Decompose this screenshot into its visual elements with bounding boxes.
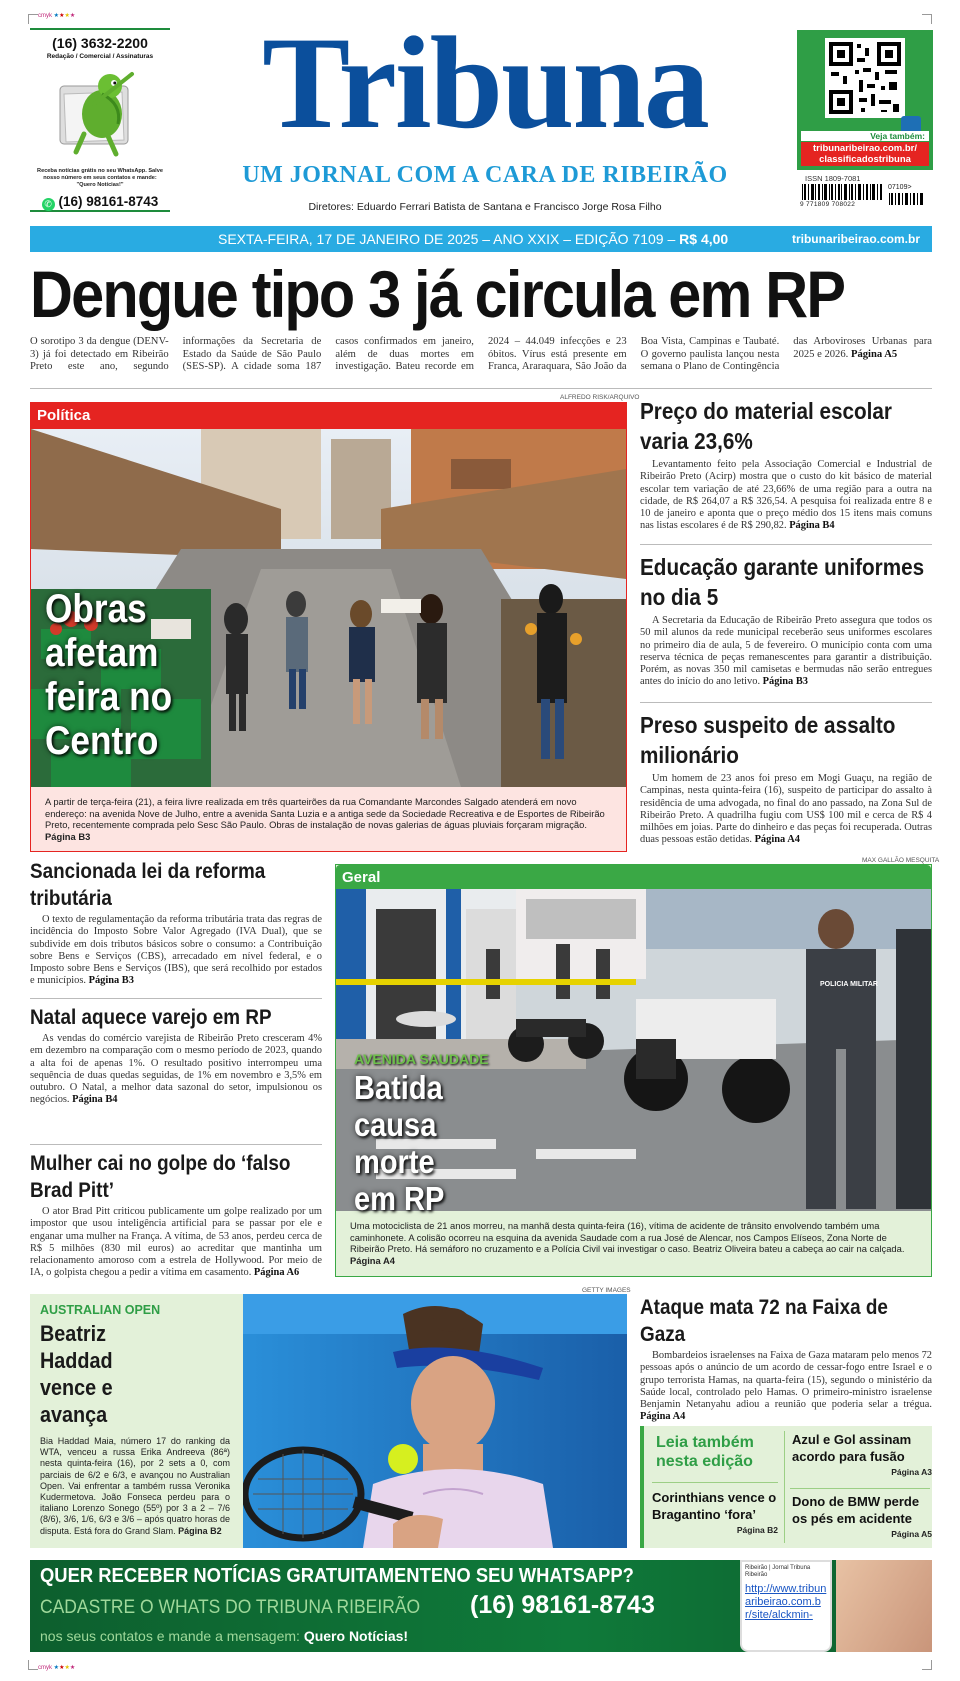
divider: [640, 544, 932, 545]
story-material-escolar: [640, 396, 932, 533]
story-body-text: As vendas do comércio varejista de Ribeirão Preto cresceram 4% em dezembro na comparação com o mesmo período de 2023, quando a alta foi de apenas 1%. O resultado positivo interrompeu uma sequência de duas quedas seguidas, de 1% em novembro e 3,5% em outubro. O Natal, a melhor data sazonal do setor, impulsionou os negócios.: [30, 1033, 322, 1106]
politica-title-line: feira no: [45, 675, 173, 719]
politica-block: [30, 402, 627, 852]
barcode-number: 9 771809 708022: [800, 201, 856, 208]
leia-tambem-title: Leia também nesta edição: [656, 1434, 754, 1470]
crop-mark: [28, 1660, 38, 1670]
story-gaza: [640, 1294, 932, 1424]
story-body-text: Bombardeios israelenses na Faixa de Gaza mataram pelo menos 72 pessoas após o anúncio de um acordo de cessar-fogo entre Israel e o grupo terrorista Hamas, na quarta-feira (15), segundo o ministério da Saúde local, controlado pelo Hamas. O primeiro-ministro israelense Benjamin Netanyahu adiou a reunião que poderia selar a trégua.: [640, 1350, 932, 1411]
registration-mark-top: cmyk ★★★★: [38, 13, 76, 19]
story-body: [30, 914, 322, 988]
mascot-illustration: [52, 64, 148, 160]
geral-section-tag: Geral: [336, 865, 931, 889]
see-also-label: Veja também:: [801, 131, 929, 141]
crop-mark: [922, 14, 932, 24]
geral-photo-title: [354, 1069, 444, 1217]
edition-date: SEXTA-FEIRA, 17 DE JANEIRO DE 2025 – ANO XXIX – EDIÇÃO 7109 –: [218, 231, 676, 247]
leia-tambem-box: [640, 1426, 932, 1548]
crop-mark: [922, 1660, 932, 1670]
phone-mockup: [740, 1560, 832, 1652]
whatsapp-line: [30, 194, 170, 211]
divider: [640, 702, 932, 703]
leia-item[interactable]: [792, 1493, 932, 1539]
registration-mark-bottom: cmyk ★★★★: [38, 1665, 76, 1671]
story-page-ref: Página A4: [754, 834, 800, 846]
sports-body-text: Bia Haddad Maia, número 17 do ranking da WTA, venceu a russa Erika Andreeva (86ª) nesta quinta-feira (16), por 2 sets a 0, com parciais de 6/2 e 6/3, e avançou no Australian Open. Vai enfrentar a também russa Veronika Kudermetova. João Fonseca perdeu para o italiano Lorenzo Sonego (55º) por 3 a 2 – 7/6 (8/6), 3/6, 1/6, 6/3 e 3/6 – após quatro horas de disputa. Está fora do Grand Slam.: [40, 1436, 230, 1536]
banner-line3-bold: Quero Notícias!: [303, 1628, 409, 1644]
story-body: [640, 459, 932, 533]
photo-credit: ALFREDO RISK/ARQUIVO: [560, 394, 640, 401]
leia-item-page: Página A3: [891, 1467, 932, 1477]
geral-title-line: causa: [354, 1106, 437, 1143]
police-vest-text: POLICIA MILITAR: [820, 981, 878, 988]
story-brad-pitt: [30, 1150, 322, 1280]
newspaper-title: Tribuna: [262, 9, 708, 156]
leia-item[interactable]: [792, 1431, 932, 1477]
phone-header: Ribeirão | Jornal Tribuna Ribeirão: [745, 1565, 811, 1578]
story-body-text: O texto de regulamentação da reforma tributária trata das regras de incidência do Imposto Sobre Valor Agregado (IVA Dual), que se subdivide em dois tributos básicos sobre o consumo: a Contribuição sobre Bens e Serviços (CBS), arrecadado em nível federal, e o Imposto sobre Bens e Serviços (IBS), que será recolhido por estados e municípios.: [30, 914, 322, 987]
politica-caption-text: A partir de terça-feira (21), a feira livre realizada em três quarteirões da rua Comandante Marcondes Salgado atenderá em novo endereço: na avenida Nove de Julho, entre a avenida Santa Luzia e a antiga sede da Sociedade Recreativa e de Esportes de Ribeirão Preto, recentemente comprada pelo Sesc São Paulo. Obras de instalação de novas galerias de águas pluviais forçaram migração.: [45, 796, 605, 831]
story-body: [30, 1206, 322, 1280]
story-page-ref: Página B3: [762, 676, 808, 688]
sports-kicker: AUSTRALIAN OPEN: [40, 1303, 161, 1317]
whatsapp-number: (16) 98161-8743: [58, 194, 159, 209]
story-body: [30, 1033, 322, 1107]
geral-title-line: Batida: [354, 1069, 443, 1106]
sports-block: [30, 1294, 627, 1548]
story-body: [640, 773, 932, 847]
lead-page-ref: Página A5: [850, 348, 898, 360]
divider: [30, 998, 322, 999]
sports-headline: [40, 1320, 113, 1428]
lead-body-text: O sorotipo 3 da dengue (DENV-3) já foi detectado em Ribeirão Preto este ano, segundo informações da Secretaria de Estado da Saúde de São Paulo (SES-SP). A cidade soma 187 casos confirmados em janeiro, além de duas mortes em investigação. Bateu recorde em 2024 – 44.049 infecções e 23 óbitos. Vírus está presente em Franca, Araraquara, São João da Boa Vista, Campinas e Taubaté. O governo paulista lançou nesta semana o Plano de Contingência das Arboviroses Urbanas para 2025 e 2026.: [30, 336, 932, 372]
geral-title-line: morte: [354, 1143, 435, 1180]
story-headline: Sancionada lei da reforma tributária: [30, 860, 266, 910]
slogan: UM JORNAL COM A CARA DE RIBEIRÃO: [242, 162, 728, 188]
tennis-photo: [243, 1294, 627, 1548]
contact-phone-label: Redação / Comercial / Assinaturas: [46, 53, 154, 60]
story-page-ref: Página A6: [253, 1267, 300, 1279]
divider: [30, 1144, 322, 1145]
story-reforma: [30, 858, 322, 988]
divider: [652, 1482, 778, 1483]
left-column: [30, 858, 322, 1279]
geral-caption: [350, 1220, 920, 1266]
leia-item-page: Página A5: [891, 1529, 932, 1539]
story-headline: Natal aquece varejo em RP: [30, 1006, 272, 1029]
politica-page-ref: Página B3: [45, 830, 91, 842]
story-headline: Preso suspeito de assalto milionário: [640, 712, 896, 768]
banner-line3: [40, 1628, 408, 1644]
politica-caption: [45, 796, 615, 842]
story-page-ref: Página B3: [88, 975, 134, 987]
geral-page-ref: Página A4: [350, 1254, 395, 1266]
politica-title-line: Centro: [45, 719, 159, 763]
classifieds-link-line1: tribunaribeirao.com.br/: [813, 143, 917, 154]
divider: [790, 1488, 930, 1489]
classifieds-link-line2: classificadostribuna: [819, 154, 911, 165]
crop-mark: [28, 14, 38, 24]
whatsapp-icon: ✆: [42, 198, 55, 211]
whatsapp-promo: Receba notícias grátis no seu WhatsApp. Salve nosso número em seus contatos e mande: "Quero Notícias!": [37, 168, 163, 188]
story-body: [640, 1350, 932, 1424]
sports-page-ref: Página B2: [178, 1525, 222, 1536]
site-link[interactable]: tribunaribeirao.com.br: [791, 232, 920, 246]
story-headline: Mulher cai no golpe do ‘falso Brad Pitt’: [30, 1152, 291, 1202]
story-body: [640, 615, 932, 689]
leia-item[interactable]: [652, 1489, 778, 1535]
lead-body: [30, 336, 932, 374]
issn-label: ISSN 1809-7081: [805, 174, 861, 183]
story-page-ref: Página B4: [72, 1094, 118, 1106]
politica-title-line: afetam: [45, 631, 159, 675]
hand-illustration: [836, 1560, 932, 1652]
story-assalto: [640, 710, 932, 847]
lead-headline: Dengue tipo 3 já circula em RP: [30, 257, 845, 331]
politica-photo-title: [45, 587, 172, 763]
contact-box: [30, 28, 170, 212]
date-line: [218, 231, 728, 247]
qr-code-icon: [825, 38, 905, 118]
leia-item-text: Corinthians vence o Bragantino ‘fora’: [652, 1490, 777, 1522]
sports-title-line: vence e: [40, 1375, 113, 1400]
issue-code: 07109>: [888, 184, 912, 191]
story-headline: Ataque mata 72 na Faixa de Gaza: [640, 1296, 888, 1346]
banner-number: (16) 98161-8743: [470, 1591, 655, 1619]
right-column: [640, 396, 932, 846]
price: R$ 4,00: [679, 231, 729, 247]
classifieds-link[interactable]: [801, 142, 929, 166]
story-page-ref: Página A4: [640, 1411, 686, 1423]
geral-kicker: AVENIDA SAUDADE: [354, 1051, 489, 1067]
tennis-player-image: [243, 1294, 627, 1548]
leia-item-text: Dono de BMW perde os pés em acidente: [792, 1494, 920, 1526]
phone-link[interactable]: http://www.tribunaribeirao.com.br/site/alckmin-: [745, 1583, 827, 1621]
divider: [30, 388, 932, 389]
addon-barcode: [888, 193, 928, 205]
geral-block: [335, 864, 932, 1277]
photo-credit: MAX GALLÃO MESQUITA: [862, 857, 940, 864]
sports-title-line: Haddad: [40, 1348, 113, 1373]
photo-credit: GETTY IMAGES: [582, 1287, 631, 1294]
banner-line1: QUER RECEBER NOTÍCIAS GRATUITAMENTENO SEU WHATSAPP?: [40, 1565, 634, 1587]
geral-caption-text: Uma motociclista de 21 anos morreu, na manhã desta quinta-feira (16), vítima de acidente de trânsito envolvendo também uma caminhonete. A colisão ocorreu na esquina da avenida Saudade com a rua José de Alencar, nos Campos Elíseos, Zona Norte de Ribeirão Preto. Há semáforo no cruzamento e a Polícia Civil vai investigar o caso. Beatriz Oliveira bateu a cabeça ao cair na calçada.: [350, 1220, 905, 1255]
sports-body: [40, 1436, 230, 1537]
story-body-text: Levantamento feito pela Associação Comercial e Industrial de Ribeirão Preto (Acirp) mostra que o custo do kit básico de material escolar tem variação de até 23,66% de uma região para a outra na cidade, de R$ 264,07 a R$ 326,54. A pesquisa foi realizada entre 8 e 10 de janeiro e aponta que o preço médio dos 15 itens mais comuns nas listas escolares é de R$ 290,82.: [640, 459, 932, 532]
masthead: [195, 9, 775, 213]
leia-item-text: Azul e Gol assinam acordo para fusão: [792, 1432, 912, 1464]
divider: [784, 1431, 785, 1543]
sports-title-line: Beatriz: [40, 1321, 107, 1346]
banner-line3-text: nos seus contatos e mande a mensagem:: [40, 1628, 300, 1644]
story-headline: Educação garante uniformes no dia 5: [640, 554, 925, 610]
qr-code-box[interactable]: [797, 30, 933, 170]
politica-section-tag: Política: [31, 403, 626, 429]
leia-item-page: Página B2: [736, 1525, 778, 1535]
directors-line: Diretores: Eduardo Ferrari Batista de Santana e Francisco Jorge Rosa Filho: [308, 201, 662, 213]
banner-line2: CADASTRE O WHATS DO TRIBUNA RIBEIRÃO: [40, 1597, 421, 1618]
story-body-text: Um homem de 23 anos foi preso em Mogi Guaçu, na região de Campinas, nesta quinta-feira (16), suspeito de participar do assalto à residência de uma advogada, no final do ano passado, na Zona Sul de Ribeirão Preto. A quadrilha fugiu com US$ 100 mil e cerca de R$ 4 milhões em joias. Parte do dinheiro e das peças foi recuperada. Outras duas pessoas estão detidas.: [640, 773, 932, 846]
geral-title-line: em RP: [354, 1180, 445, 1217]
politica-title-line: Obras: [45, 587, 147, 631]
story-page-ref: Página B4: [789, 520, 835, 532]
story-body-text: O ator Brad Pitt criticou publicamente um golpe realizado por um impostor que usou inteligência artificial para se passar por ele e enganar uma mulher na França. A vítima, de 53 anos, perdeu cerca de R$ 5 milhões (830 mil euros) ao acreditar que mantinha um relacionamento amoroso com a estrela de Hollywood. Por meio de IA, o golpista chegou a pedir a vítima em casamento.: [30, 1206, 322, 1279]
whatsapp-banner[interactable]: [30, 1560, 932, 1652]
contact-phone: (16) 3632-2200: [52, 35, 148, 51]
story-headline: Preço do material escolar varia 23,6%: [640, 398, 892, 454]
story-uniformes: [640, 552, 932, 689]
sports-title-line: avança: [40, 1402, 108, 1427]
story-natal: [30, 1004, 322, 1107]
story-body-text: A Secretaria da Educação de Ribeirão Preto assegura que todos os 50 mil alunos da rede municipal receberão seus uniformes escolares no primeiro dia de aula, 5 de fevereiro. O município conta com uma reserva técnica de peças remanescentes para garantir a distribuição. Porém, as novas 350 mil camisetas e bermudas não serão entregues antes do início do ano letivo.: [640, 615, 932, 688]
date-bar: [30, 226, 932, 252]
